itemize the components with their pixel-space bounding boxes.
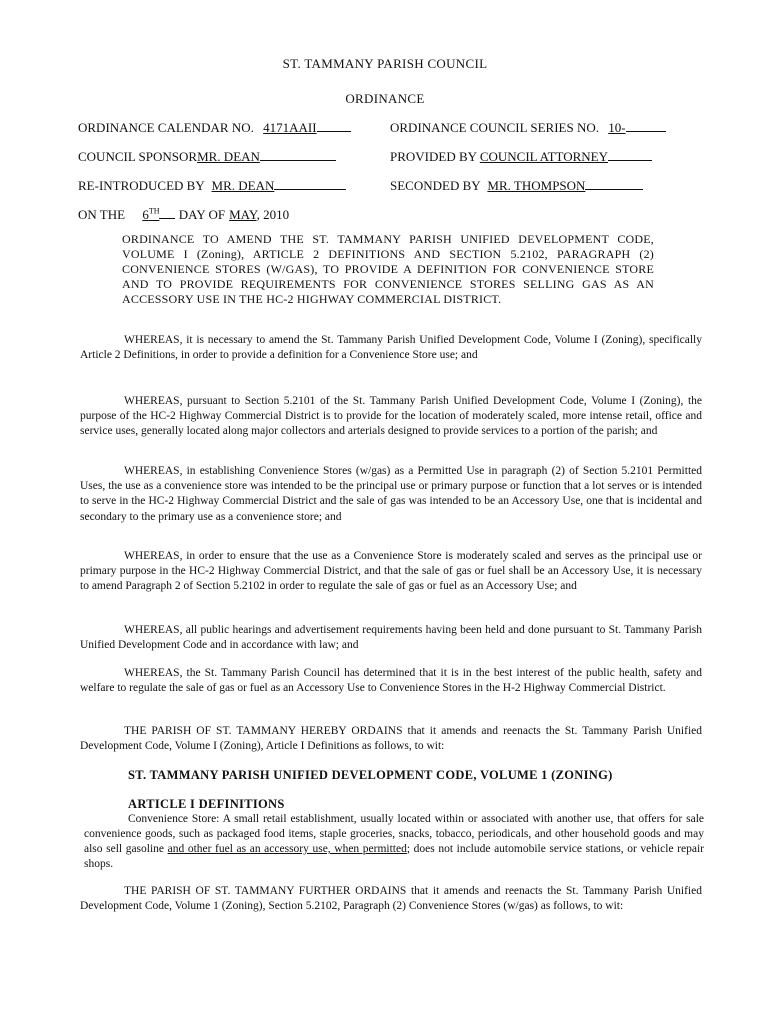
provided-value: COUNCIL ATTORNEY xyxy=(479,149,609,164)
reintroduced-value: MR. DEAN xyxy=(211,178,275,193)
whereas-paragraph-2: WHEREAS, pursuant to Section 5.2101 of the St. Tammany Parish Unified Development Code, Volume I (Zoning), the purpose of the HC-2 Highway Commercial District is to provide for the location of moderately scaled, more intense retail, office and service uses, generally located along major collectors and arterials designed to provide services to a portion of the parish; and xyxy=(80,395,702,438)
whereas-paragraph-4: WHEREAS, in order to ensure that the use as a Convenience Store is moderately scaled and serves as the principal use or primary purpose in the HC-2 Highway Commercial District, and that the sale of gas or fuel shall be an Accessory Use, it is necessary to amend Paragraph 2 of Section 5.2102 in order to regulate the sale of gas or fuel as an Accessory Use; and xyxy=(80,550,702,593)
whereas-paragraph-3: WHEREAS, in establishing Convenience Stores (w/gas) as a Permitted Use in paragraph (2) of Section 5.2101 Permitted Uses, the use as a convenience store was intended to be the principal use or primary purpose or function that a lot serves or is intended to serve in the HC-2 Highway Commercial District and the sale of gas was intended to be an Accessory Use, one that is incidental and secondary to the primary use as a convenience store; and xyxy=(80,465,702,523)
series-label: ORDINANCE COUNCIL SERIES NO. xyxy=(390,120,599,135)
council-heading: ST. TAMMANY PARISH COUNCIL xyxy=(282,56,488,71)
sponsor-label: COUNCIL SPONSOR xyxy=(78,149,198,164)
convenience-store-definition: Convenience Store: A small retail establishment, usually located within or associated with another use, that offers for sale convenience goods, such as packaged food items, staple groceries, snacks, tobacco, periodicals, and other household goods and may also sell gasoline and other fuel as an accessory use, when permitted; does not include automobile service stations, or vehicle repair shops. xyxy=(84,813,704,870)
calendar-value: 4171AAII xyxy=(263,120,317,135)
series-value: 10- xyxy=(608,120,626,135)
provided-label: PROVIDED BY xyxy=(390,149,477,164)
seconded-value: MR. THOMPSON xyxy=(487,178,586,193)
sponsor-value: MR. DEAN xyxy=(197,149,260,164)
date-row xyxy=(78,206,718,224)
ordinance-title: ORDINANCE TO AMEND THE ST. TAMMANY PARISH UNIFIED DEVELOPMENT CODE, VOLUME I (Zoning), ARTICLE 2 DEFINITIONS AND SECTION 5.2102, PARAGRAPH (2) CONVENIENCE STORES (W/GAS), TO PROVIDE A DEFINITION FOR CONVENIENCE STORE AND TO PROVIDE REQUIREMENTS FOR CONVENIENCE STORES SELLING GAS AS AN ACCESSORY USE IN THE HC-2 HIGHWAY COMMERCIAL DISTRICT. xyxy=(122,232,654,306)
calendar-series-row xyxy=(78,119,718,137)
calendar-label: ORDINANCE CALENDAR NO. xyxy=(78,120,254,135)
sponsor-row xyxy=(78,148,718,166)
whereas-paragraph-5: WHEREAS, all public hearings and advertisement requirements having been held and done pursuant to St. Tammany Parish Unified Development Code and in accordance with law; and xyxy=(80,624,702,652)
year-value: , 2010 xyxy=(256,207,290,222)
month-value: MAY xyxy=(229,207,257,222)
code-heading: ST. TAMMANY PARISH UNIFIED DEVELOPMENT CODE, VOLUME 1 (ZONING) xyxy=(128,768,613,782)
further-ordains-paragraph: THE PARISH OF ST. TAMMANY FURTHER ORDAINS that it amends and reenacts the St. Tammany Parish Unified Development Code, Volume 1 (Zoning), Section 5.2102, Paragraph (2) Convenience Stores (w/gas) as follows, to wit: xyxy=(80,885,702,913)
whereas-paragraph-6: WHEREAS, the St. Tammany Parish Council has determined that it is in the best interest of the public health, safety and welfare to regulate the sale of gas or fuel as an Accessory Use to Convenience Stores in the H-2 Highway Commercial District. xyxy=(80,667,702,695)
reintroduced-label: RE-INTRODUCED BY xyxy=(78,178,205,193)
definition-amendment: and other fuel as an accessory use, when permitted xyxy=(167,843,407,855)
ordains-paragraph: THE PARISH OF ST. TAMMANY HEREBY ORDAINS that it amends and reenacts the St. Tammany Parish Unified Development Code, Volume I (Zoning), Article I Definitions as follows, to wit: xyxy=(80,725,702,753)
on-the-label: ON THE xyxy=(78,207,126,222)
document-type: ORDINANCE xyxy=(345,91,425,106)
whereas-paragraph-1: WHEREAS, it is necessary to amend the St. Tammany Parish Unified Development Code, Volume I (Zoning), specifically Article 2 Definitions, in order to provide a definition for a Convenience Store use; and xyxy=(80,334,702,362)
seconded-label: SECONDED BY xyxy=(390,178,481,193)
reintroduced-row xyxy=(78,177,718,195)
day-of-label: DAY OF xyxy=(178,207,226,222)
day-value: 6TH xyxy=(142,206,160,222)
article-heading: ARTICLE I DEFINITIONS xyxy=(128,797,285,811)
